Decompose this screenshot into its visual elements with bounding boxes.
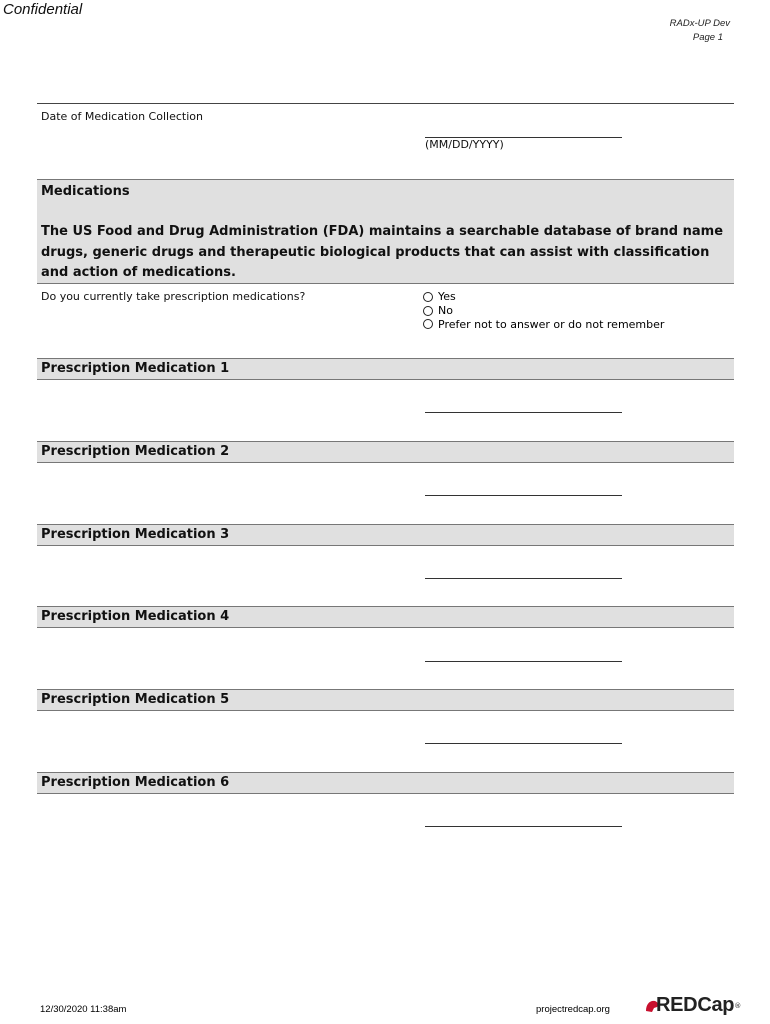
prescription-question-options xyxy=(423,290,664,331)
medications-title: Medications xyxy=(41,184,130,199)
redcap-logo-text: REDCap xyxy=(656,994,735,1016)
option-label: Prefer not to answer or do not remember xyxy=(438,317,665,331)
section-title: Prescription Medication 3 xyxy=(41,527,230,542)
prescription-6-header xyxy=(37,772,734,794)
prescription-4-input-line[interactable] xyxy=(425,661,622,662)
registered-mark: ® xyxy=(734,1001,742,1010)
option-label: No xyxy=(438,304,453,318)
prescription-3-header xyxy=(37,524,734,546)
prescription-question-label: Do you currently take prescription medications? xyxy=(41,290,306,303)
redcap-logo xyxy=(644,994,741,1017)
page-header-info xyxy=(670,17,730,45)
date-field-label: Date of Medication Collection xyxy=(41,110,203,123)
section-title: Prescription Medication 6 xyxy=(41,775,230,790)
footer-timestamp: 12/30/2020 11:38am xyxy=(40,1004,127,1015)
prescription-1-header xyxy=(37,358,734,380)
fda-description: The US Food and Drug Administration (FDA) maintains a searchable database of brand name drugs, generic drugs and therapeutic biological products that can assist with classification and action of medications. xyxy=(41,224,724,280)
radio-button[interactable] xyxy=(423,319,433,329)
prescription-3-input-line[interactable] xyxy=(425,578,622,579)
section-title: Prescription Medication 2 xyxy=(41,444,230,459)
radio-button[interactable] xyxy=(423,306,433,316)
footer-site: projectredcap.org xyxy=(536,1004,610,1015)
prescription-1-input-line[interactable] xyxy=(425,412,622,413)
section-title: Prescription Medication 5 xyxy=(41,692,230,707)
date-format-hint: (MM/DD/YYYY) xyxy=(425,138,504,151)
page-number: Page 1 xyxy=(692,32,723,43)
prescription-6-input-line[interactable] xyxy=(425,826,622,827)
section-title: Prescription Medication 4 xyxy=(41,609,230,624)
option-label: Yes xyxy=(438,290,456,304)
divider xyxy=(37,103,734,104)
prescription-4-header xyxy=(37,606,734,628)
option-no[interactable] xyxy=(423,304,664,318)
confidential-label: Confidential xyxy=(3,1,83,18)
radio-button[interactable] xyxy=(423,292,433,302)
prescription-5-header xyxy=(37,689,734,711)
prescription-2-input-line[interactable] xyxy=(425,495,622,496)
prescription-5-input-line[interactable] xyxy=(425,743,622,744)
medications-section-header xyxy=(37,179,734,284)
option-prefer-not[interactable] xyxy=(423,317,664,331)
prescription-2-header xyxy=(37,441,734,463)
option-yes[interactable] xyxy=(423,290,664,304)
project-name: RADx-UP Dev xyxy=(669,18,730,29)
section-title: Prescription Medication 1 xyxy=(41,361,230,376)
